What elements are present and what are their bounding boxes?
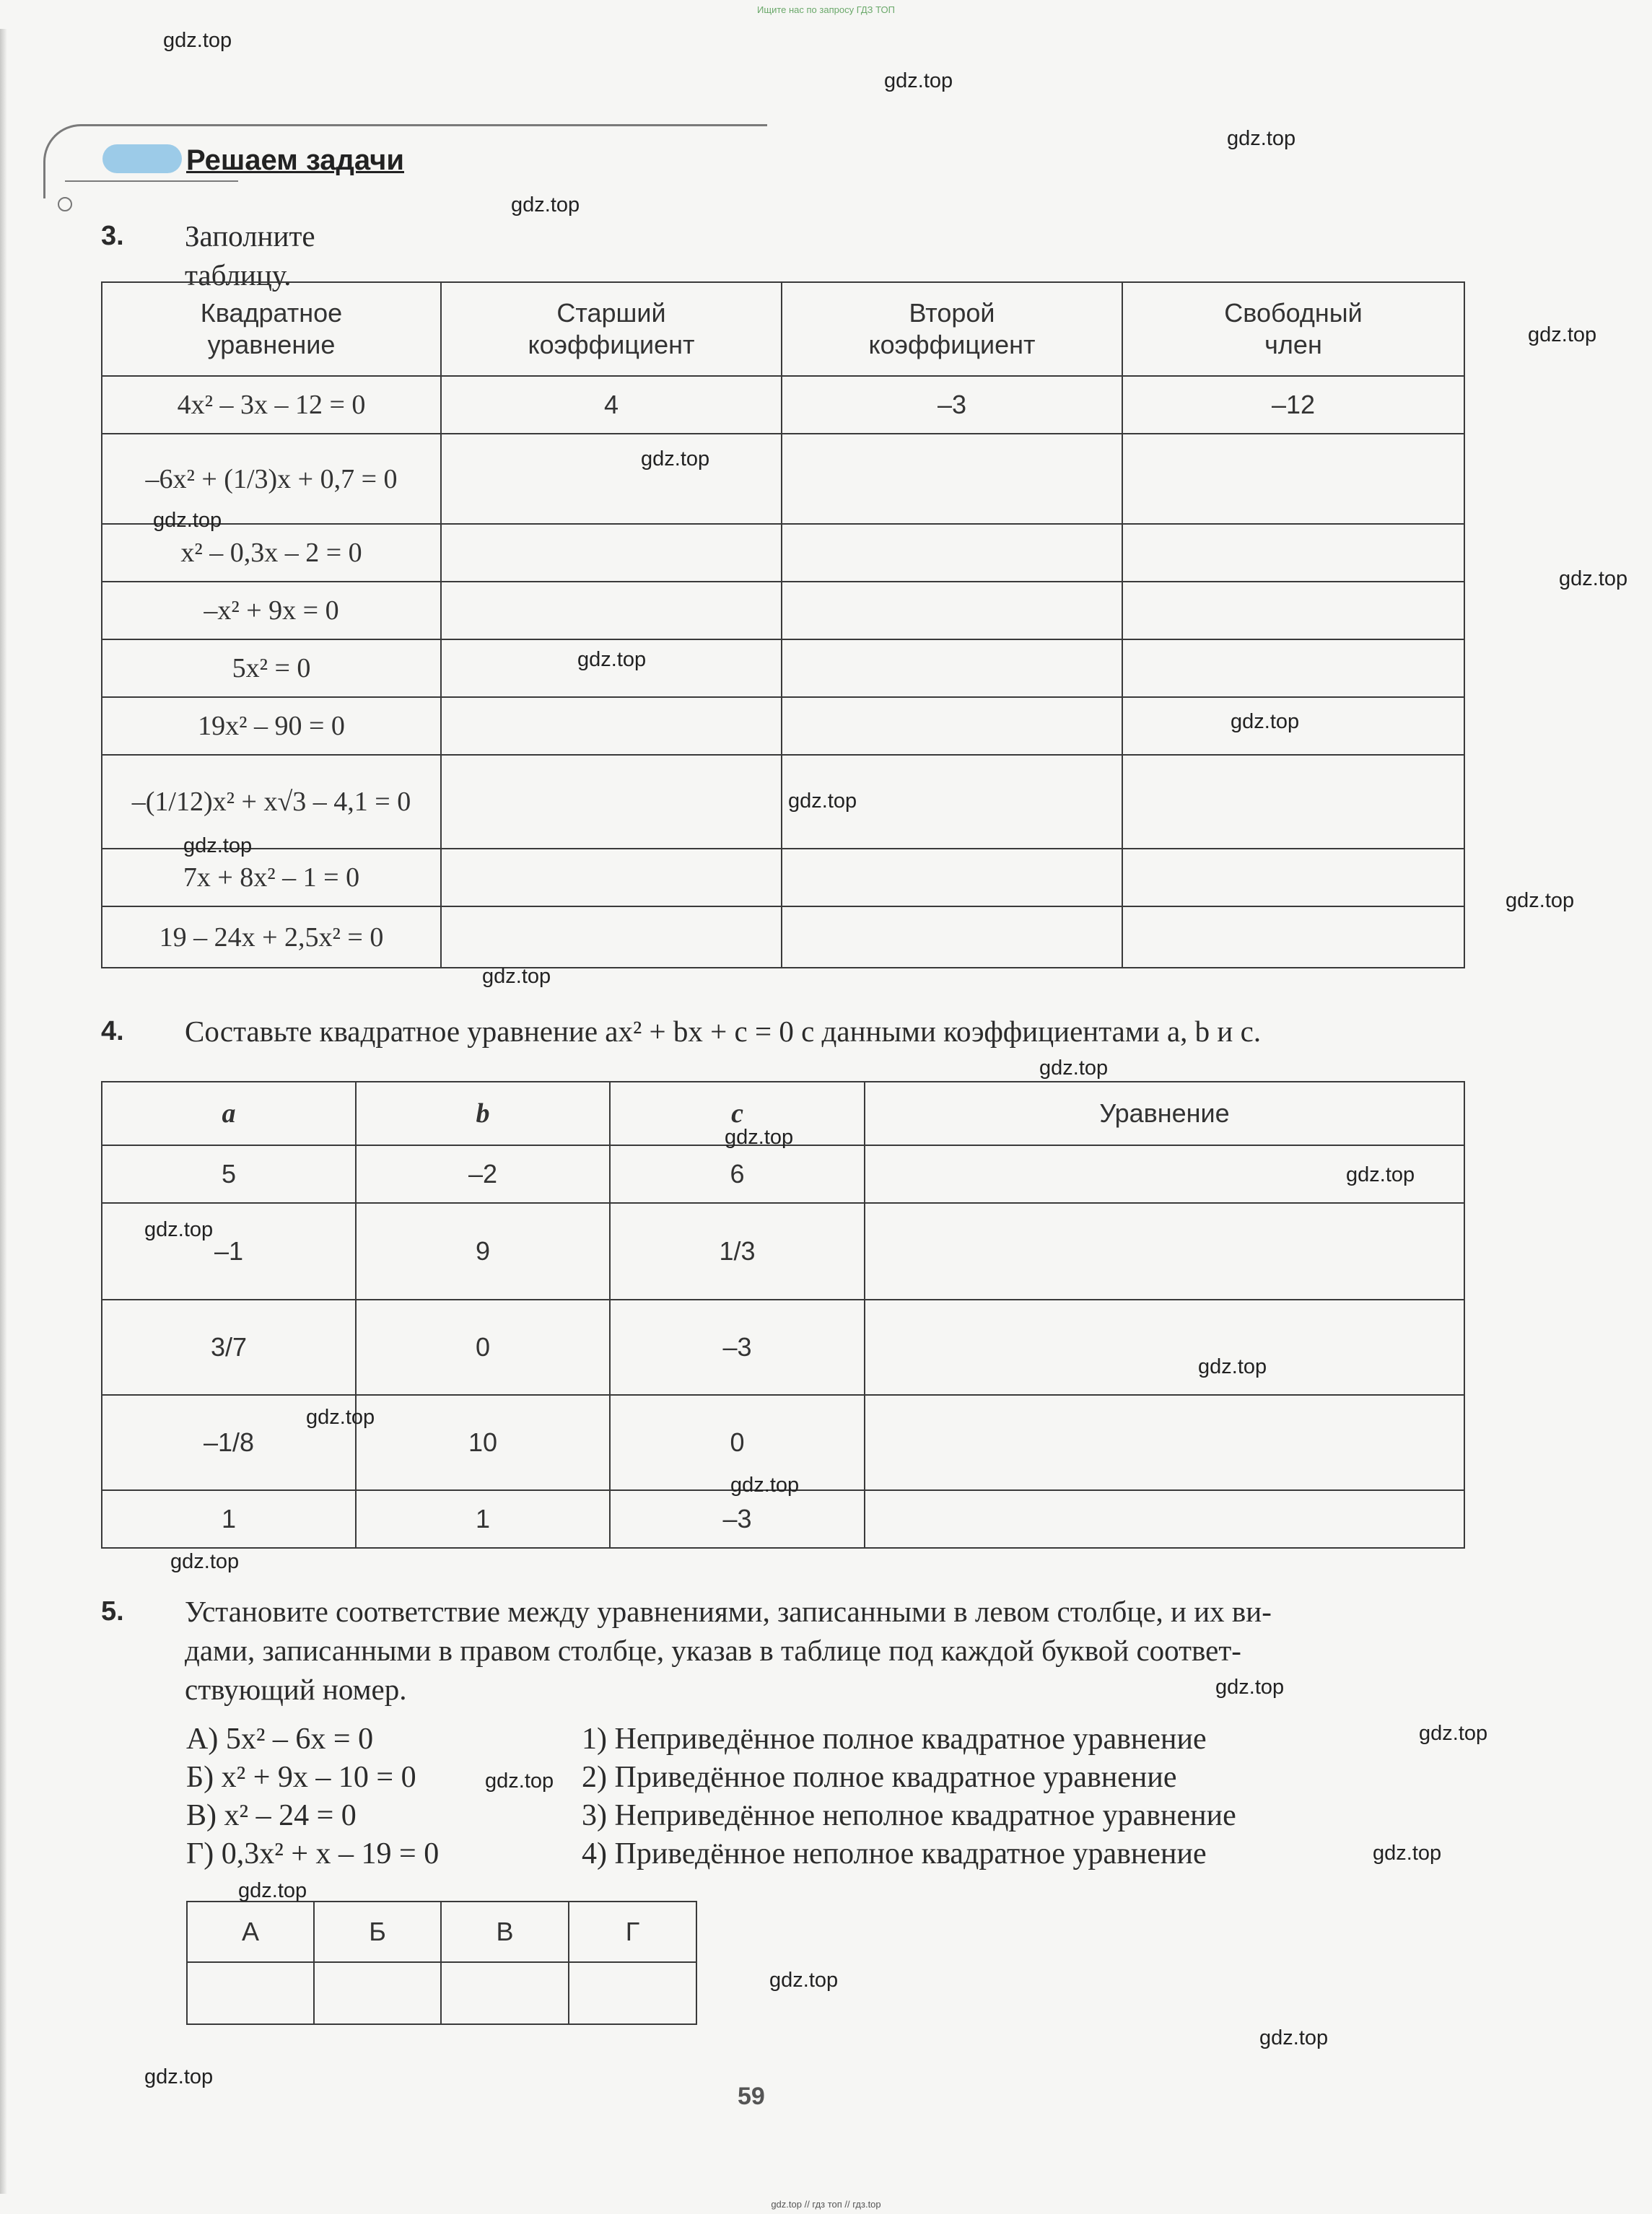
table-row — [102, 524, 1464, 582]
equation-cell: x² – 0,3x – 2 = 0 — [102, 524, 441, 582]
watermark: gdz.top — [1528, 323, 1597, 346]
header-a: a — [102, 1082, 356, 1145]
second-coef-cell[interactable] — [782, 434, 1122, 524]
header-equation: Квадратное уравнение — [102, 282, 441, 376]
answer-header-b: Б — [314, 1902, 441, 1962]
watermark: gdz.top — [306, 1406, 375, 1429]
answer-cell-v[interactable] — [441, 1962, 569, 2024]
page-number: 59 — [738, 2083, 765, 2110]
free-term-cell[interactable] — [1122, 524, 1464, 582]
free-term-cell[interactable] — [1122, 639, 1464, 697]
section-title: Решаем задачи — [186, 144, 404, 176]
watermark: gdz.top — [884, 69, 953, 92]
watermark: gdz.top — [1039, 1056, 1109, 1080]
equation-cell: 19x² – 90 = 0 — [102, 697, 441, 755]
table-row — [102, 849, 1464, 906]
task3-table — [101, 281, 1465, 968]
equation-cell: 7x + 8x² – 1 = 0 — [102, 849, 441, 906]
free-term-cell[interactable]: –12 — [1122, 376, 1464, 434]
equation-cell: 4x² – 3x – 12 = 0 — [102, 376, 441, 434]
table-row — [102, 639, 1464, 697]
second-coef-cell[interactable] — [782, 524, 1122, 582]
table-row — [102, 1300, 1464, 1395]
task-number: 5. — [101, 1596, 124, 1627]
a-cell: 3/7 — [102, 1300, 356, 1395]
b-cell: –2 — [356, 1145, 610, 1203]
free-term-cell[interactable] — [1122, 849, 1464, 906]
equation-cell: 5x² = 0 — [102, 639, 441, 697]
header-free-term: Свободный член — [1122, 282, 1464, 376]
leading-coef-cell[interactable] — [441, 697, 782, 755]
page-edge-shadow — [0, 29, 7, 2194]
task-text: Составьте квадратное уравнение ax² + bx + c = 0 с данными коэффициентами a, b и c. — [185, 1015, 1262, 1048]
equation-answer-cell[interactable] — [865, 1300, 1464, 1395]
task-number: 3. — [101, 221, 124, 251]
watermark: gdz.top — [1559, 567, 1628, 590]
watermark: gdz.top — [144, 2065, 214, 2088]
bottom-note: gdz.top // гдз топ // гдз.top — [771, 2199, 881, 2210]
equation-cell: –x² + 9x = 0 — [102, 582, 441, 639]
header-leading-coef: Старший коэффициент — [441, 282, 782, 376]
watermark: gdz.top — [144, 1218, 214, 1241]
watermark: gdz.top — [511, 193, 580, 216]
watermark: gdz.top — [170, 1550, 240, 1573]
watermark: gdz.top — [153, 509, 222, 532]
answer-cell-g[interactable] — [569, 1962, 696, 2024]
table-row — [102, 755, 1464, 849]
equation-cell: –(1/12)x² + x√3 – 4,1 = 0 — [102, 755, 441, 849]
b-cell: 9 — [356, 1203, 610, 1300]
watermark: gdz.top — [1215, 1676, 1285, 1699]
second-coef-cell[interactable] — [782, 697, 1122, 755]
watermark: gdz.top — [1419, 1722, 1488, 1745]
header-b: b — [356, 1082, 610, 1145]
equation-item: А) 5x² – 6x = 0 — [186, 1723, 374, 1756]
watermark: gdz.top — [1505, 889, 1575, 912]
watermark: gdz.top — [238, 1879, 307, 1902]
b-cell: 10 — [356, 1395, 610, 1490]
task-text: Заполните таблицу. — [185, 219, 315, 292]
equation-cell: 19 – 24x + 2,5x² = 0 — [102, 906, 441, 968]
table-row — [102, 582, 1464, 639]
watermark: gdz.top — [1198, 1355, 1267, 1378]
watermark: gdz.top — [1346, 1163, 1415, 1186]
table-row — [102, 1490, 1464, 1548]
answer-header-g: Г — [569, 1902, 696, 1962]
equation-item: Г) 0,3x² + x – 19 = 0 — [186, 1837, 440, 1870]
free-term-cell[interactable] — [1122, 434, 1464, 524]
a-cell: –1 — [102, 1203, 356, 1300]
table-row — [102, 1145, 1464, 1203]
watermark: gdz.top — [769, 1969, 839, 1992]
watermark: gdz.top — [1231, 710, 1300, 733]
answer-header-v: В — [441, 1902, 569, 1962]
c-cell: 1/3 — [610, 1203, 865, 1300]
answer-table — [186, 1901, 697, 2025]
watermark: gdz.top — [1373, 1842, 1442, 1865]
task-number: 4. — [101, 1016, 124, 1046]
leading-coef-cell[interactable] — [441, 849, 782, 906]
header-second-coef: Второй коэффициент — [782, 282, 1122, 376]
type-item: 2) Приведённое полное квадратное уравнение — [582, 1761, 1177, 1794]
b-cell: 0 — [356, 1300, 610, 1395]
b-cell: 1 — [356, 1490, 610, 1548]
free-term-cell[interactable] — [1122, 582, 1464, 639]
a-cell: 1 — [102, 1490, 356, 1548]
free-term-cell[interactable] — [1122, 755, 1464, 849]
c-cell: 0 — [610, 1395, 865, 1490]
watermark: gdz.top — [1227, 127, 1296, 150]
c-cell: –3 — [610, 1300, 865, 1395]
top-note: Ищите нас по запросу ГДЗ ТОП — [757, 4, 895, 15]
watermark: gdz.top — [730, 1474, 800, 1497]
second-coef-cell[interactable] — [782, 582, 1122, 639]
second-coef-cell[interactable] — [782, 639, 1122, 697]
header-c: c — [610, 1082, 865, 1145]
task-text-line: Установите соответствие между уравнениями, записанными в левом столбце, и их ви- — [185, 1595, 1272, 1628]
answer-cell-b[interactable] — [314, 1962, 441, 2024]
task-text-line: ствующий номер. — [185, 1673, 407, 1706]
watermark: gdz.top — [482, 965, 551, 988]
c-cell: 6 — [610, 1145, 865, 1203]
header-equation: Уравнение — [865, 1082, 1464, 1145]
table-row — [102, 906, 1464, 968]
watermark: gdz.top — [163, 29, 232, 52]
second-coef-cell[interactable] — [782, 849, 1122, 906]
task-text-line: дами, записанными в правом столбце, указав в таблице под каждой буквой соответ- — [185, 1634, 1241, 1667]
watermark: gdz.top — [1259, 2026, 1329, 2049]
second-coef-cell[interactable]: –3 — [782, 376, 1122, 434]
leading-coef-cell[interactable] — [441, 906, 782, 968]
watermark: gdz.top — [577, 648, 647, 671]
watermark: gdz.top — [485, 1769, 554, 1793]
type-item: 4) Приведённое неполное квадратное уравнение — [582, 1837, 1207, 1870]
a-cell: 5 — [102, 1145, 356, 1203]
section-badge — [102, 144, 182, 173]
table-row — [102, 376, 1464, 434]
leading-coef-cell[interactable]: 4 — [441, 376, 782, 434]
type-item: 1) Неприведённое полное квадратное уравнение — [582, 1723, 1207, 1756]
table-row — [102, 1203, 1464, 1300]
watermark: gdz.top — [641, 447, 710, 471]
leading-coef-cell[interactable] — [441, 582, 782, 639]
watermark: gdz.top — [725, 1126, 794, 1149]
type-item: 3) Неприведённое неполное квадратное уравнение — [582, 1799, 1236, 1832]
second-coef-cell[interactable] — [782, 906, 1122, 968]
c-cell: –3 — [610, 1490, 865, 1548]
watermark: gdz.top — [788, 789, 857, 813]
table-row — [102, 434, 1464, 524]
free-term-cell[interactable] — [1122, 906, 1464, 968]
equation-answer-cell[interactable] — [865, 1203, 1464, 1300]
a-cell: –1/8 — [102, 1395, 356, 1490]
equation-cell: –6x² + (1/3)x + 0,7 = 0 — [102, 434, 441, 524]
equation-item: В) x² – 24 = 0 — [186, 1799, 357, 1832]
answer-header-a: А — [187, 1902, 314, 1962]
equation-answer-cell[interactable] — [865, 1395, 1464, 1490]
leading-coef-cell[interactable] — [441, 524, 782, 582]
leading-coef-cell[interactable] — [441, 434, 782, 524]
answer-cell-a[interactable] — [187, 1962, 314, 2024]
equation-answer-cell[interactable] — [865, 1490, 1464, 1548]
equation-item: Б) x² + 9x – 10 = 0 — [186, 1761, 416, 1794]
leading-coef-cell[interactable] — [441, 755, 782, 849]
watermark: gdz.top — [183, 834, 253, 857]
